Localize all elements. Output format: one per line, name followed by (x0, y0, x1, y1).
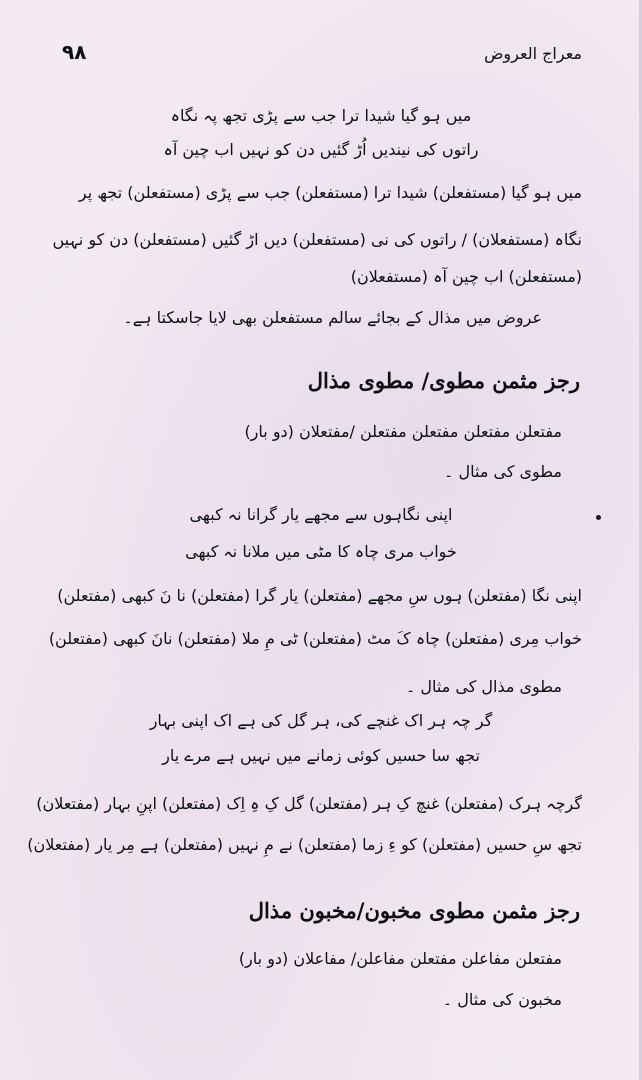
scansion-line-7: تجھ سِ حسیں (مفتعلن) کو ءِ زما (مفتعلن) نے مِ نہیں (مفتعلن) ہے مِر یار (مفتعلان) (27, 835, 582, 854)
verse-line-3: اپنی نگاہوں سے مجھے یار گرانا نہ کبھی (189, 505, 453, 524)
example-label-2: مطوی مذال کی مثال ۔ (405, 677, 562, 696)
page-number: ٩٨ (62, 40, 87, 64)
scansion-line-6: گرچہ ہرک (مفتعلن) غنچ کِ ہر (مفتعلن) گل کِ ہِ اِک (مفتعلن) اپنِ بہار (مفتعلان) (36, 794, 582, 813)
note-line: عروض میں مذال کے بجائے سالم مستفعلن بھی لایا جاسکتا ہے۔ (123, 308, 542, 327)
verse-line-4: خواب مری چاہ کا مٹی میں ملانا نہ کبھی (185, 542, 457, 561)
running-title: معراج العروض (484, 44, 582, 63)
meter-pattern-1: مفتعلن مفتعلن مفتعلن مفتعلن /مفتعلان (دو بار) (244, 422, 562, 441)
scansion-line-2: نگاہ (مستفعلان) / راتوں کی نی (مستفعلن) دیں اڑ گئیں (مستفعلن) دن کو نہیں (52, 230, 582, 249)
example-label-3: مخبون کی مثال ۔ (442, 990, 562, 1009)
scansion-line-3: (مستفعلن) اب چین آہ (مستفعلان) (350, 267, 582, 286)
verse-line-5: گر چہ ہر اک غنچے کی، ہر گل کی ہے اک اپنی بہار (149, 711, 493, 730)
scansion-line-5: خواب مِری (مفتعلن) چاہ کَ مٹ (مفتعلن) ٹی مِ ملا (مفتعلن) نانَ کبھی (مفتعلن) (48, 629, 582, 648)
scansion-line-4: اپنی نگا (مفتعلن) ہوں سِ مجھے (مفتعلن) یار گرا (مفتعلن) نا نَ کبھی (مفتعلن) (57, 586, 582, 605)
example-label-1: مطوی کی مثال ۔ (444, 462, 562, 481)
stray-dot (596, 515, 601, 520)
verse-line-6: تجھ سا حسیں کوئی زمانے میں نہیں ہے مرے یار (162, 746, 480, 765)
verse-line-1: میں ہو گیا شیدا ترا جب سے پڑی تجھ پہ نگاہ (170, 106, 472, 125)
verse-line-2: راتوں کی نیندیں اُڑ گئیں دن کو نہیں اب چین آہ (163, 140, 479, 159)
meter-pattern-2: مفتعلن مفاعلن مفتعلن مفاعلن/ مفاعلان (دو بار) (238, 949, 562, 968)
section-heading-1: رجز مثمن مطوی/ مطوی مذال (307, 368, 580, 393)
scansion-line-1: میں ہو گیا (مستفعلن) شیدا ترا (مستفعلن) جب سے پڑی (مستفعلن) تجھ پر (78, 183, 582, 202)
section-heading-2: رجز مثمن مطوی مخبون/مخبون مذال (248, 898, 580, 923)
